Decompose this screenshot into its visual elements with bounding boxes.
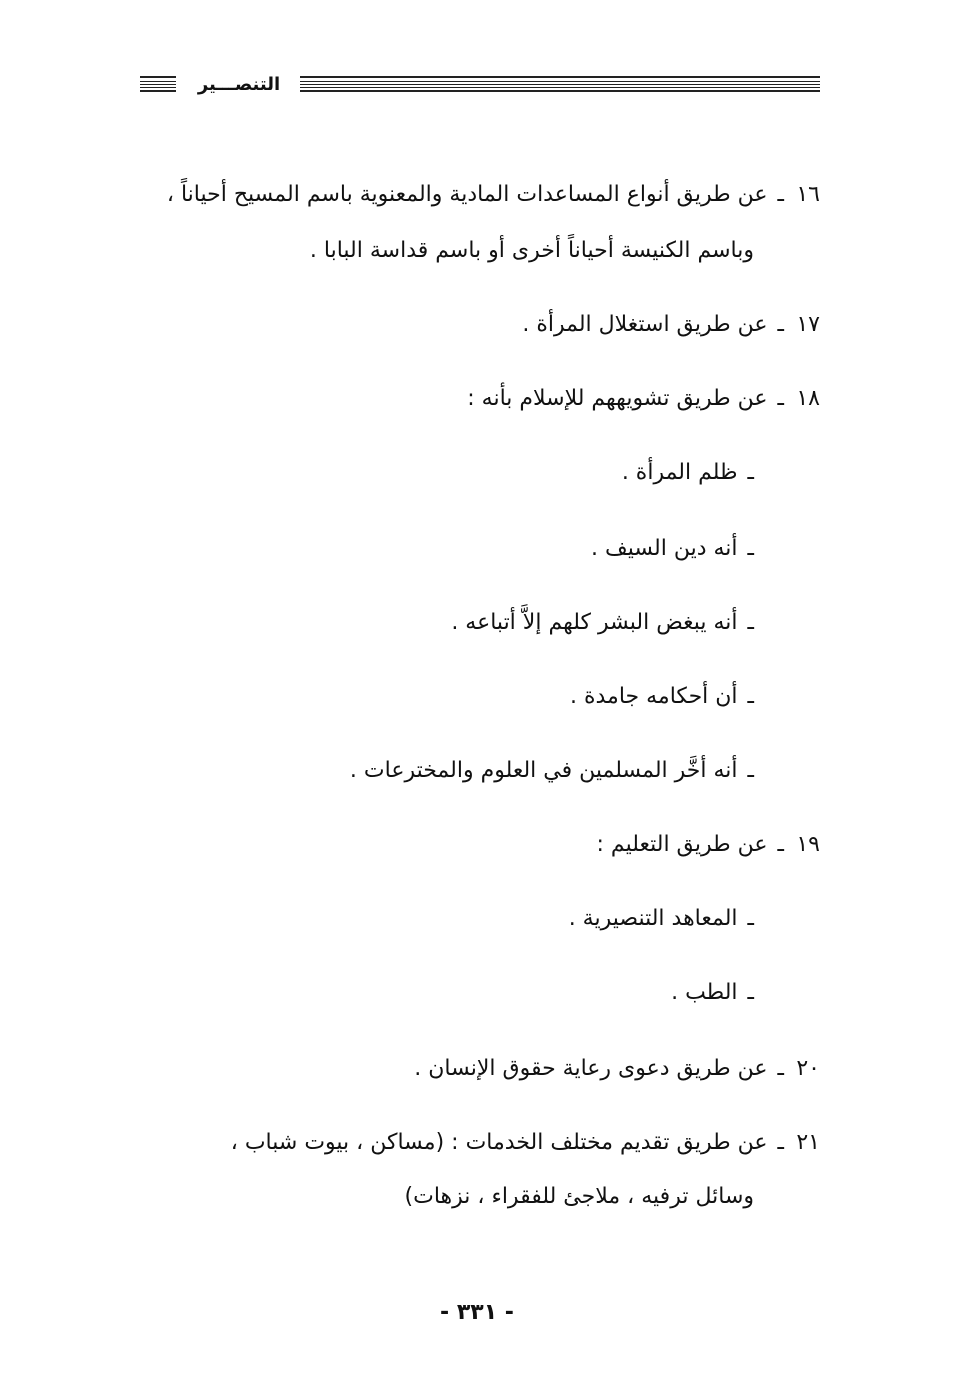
list-item [597,830,820,860]
item-number: ١٦ [796,182,820,207]
sub-item [451,608,754,638]
item-text: عن طريق التعليم : [596,832,768,857]
sub-item-text: ظلم المرأة . [621,460,738,485]
header-rule-left [140,76,176,92]
sub-item [350,756,754,786]
sub-item-dash: ـ [747,610,754,635]
running-header-title: التنصـــير [197,74,281,95]
sub-item-text: المعاهد التنصيرية . [568,906,738,931]
item-text: عن طريق تشويههم للإسلام بأنه : [467,386,768,411]
item-text: عن طريق أنواع المساعدات المادية والمعنوية باسم المسيح أحياناً ، [166,182,768,207]
sub-item-text: أنه دين السيف . [591,536,738,561]
sub-item [569,904,754,934]
item-number: ١٩ [796,832,820,857]
list-item-continuation: وسائل ترفيه ، ملاجئ للفقراء ، نزهات) [404,1184,754,1209]
item-number: ٢١ [796,1130,820,1155]
sub-item-dash: ـ [747,758,754,783]
sub-item-text: أنه أخَّر المسلمين في العلوم والمخترعات . [349,758,738,783]
page-number: - ٣٣١ - [440,1300,514,1325]
sub-item-dash: ـ [747,906,754,931]
item-text: عن طريق تقديم مختلف الخدمات : (مساكن ، بيوت شباب ، [230,1130,768,1155]
item-text: عن طريق استغلال المرأة . [522,312,768,337]
sub-item-dash: ـ [747,460,754,485]
item-number: ٢٠ [796,1056,820,1081]
sub-item-text: أن أحكامه جامدة . [570,684,738,709]
item-dash: ـ [777,182,784,207]
list-item [414,1054,820,1084]
item-number: ١٨ [796,386,820,411]
list-item [522,310,820,340]
list-item [167,180,820,210]
item-dash: ـ [777,386,784,411]
sub-item [671,978,754,1008]
sub-item-text: أنه يبغض البشر كلهم إلاَّ أتباعه . [451,610,738,635]
item-dash: ـ [777,832,784,857]
item-number: ١٧ [796,312,820,337]
sub-item-dash: ـ [747,536,754,561]
list-item [231,1128,820,1158]
list-item-continuation: وباسم الكنيسة أحياناً أخرى أو باسم قداسة البابا . [309,238,754,263]
sub-item [570,682,754,712]
item-dash: ـ [777,1130,784,1155]
list-item [467,384,820,414]
item-text: عن طريق دعوى رعاية حقوق الإنسان . [414,1056,768,1081]
header-rule-right [300,76,820,92]
item-dash: ـ [777,312,784,337]
sub-item-text: الطب . [671,980,738,1005]
sub-item [622,458,754,488]
sub-item [591,534,754,564]
sub-item-dash: ـ [747,980,754,1005]
sub-item-dash: ـ [747,684,754,709]
item-dash: ـ [777,1056,784,1081]
